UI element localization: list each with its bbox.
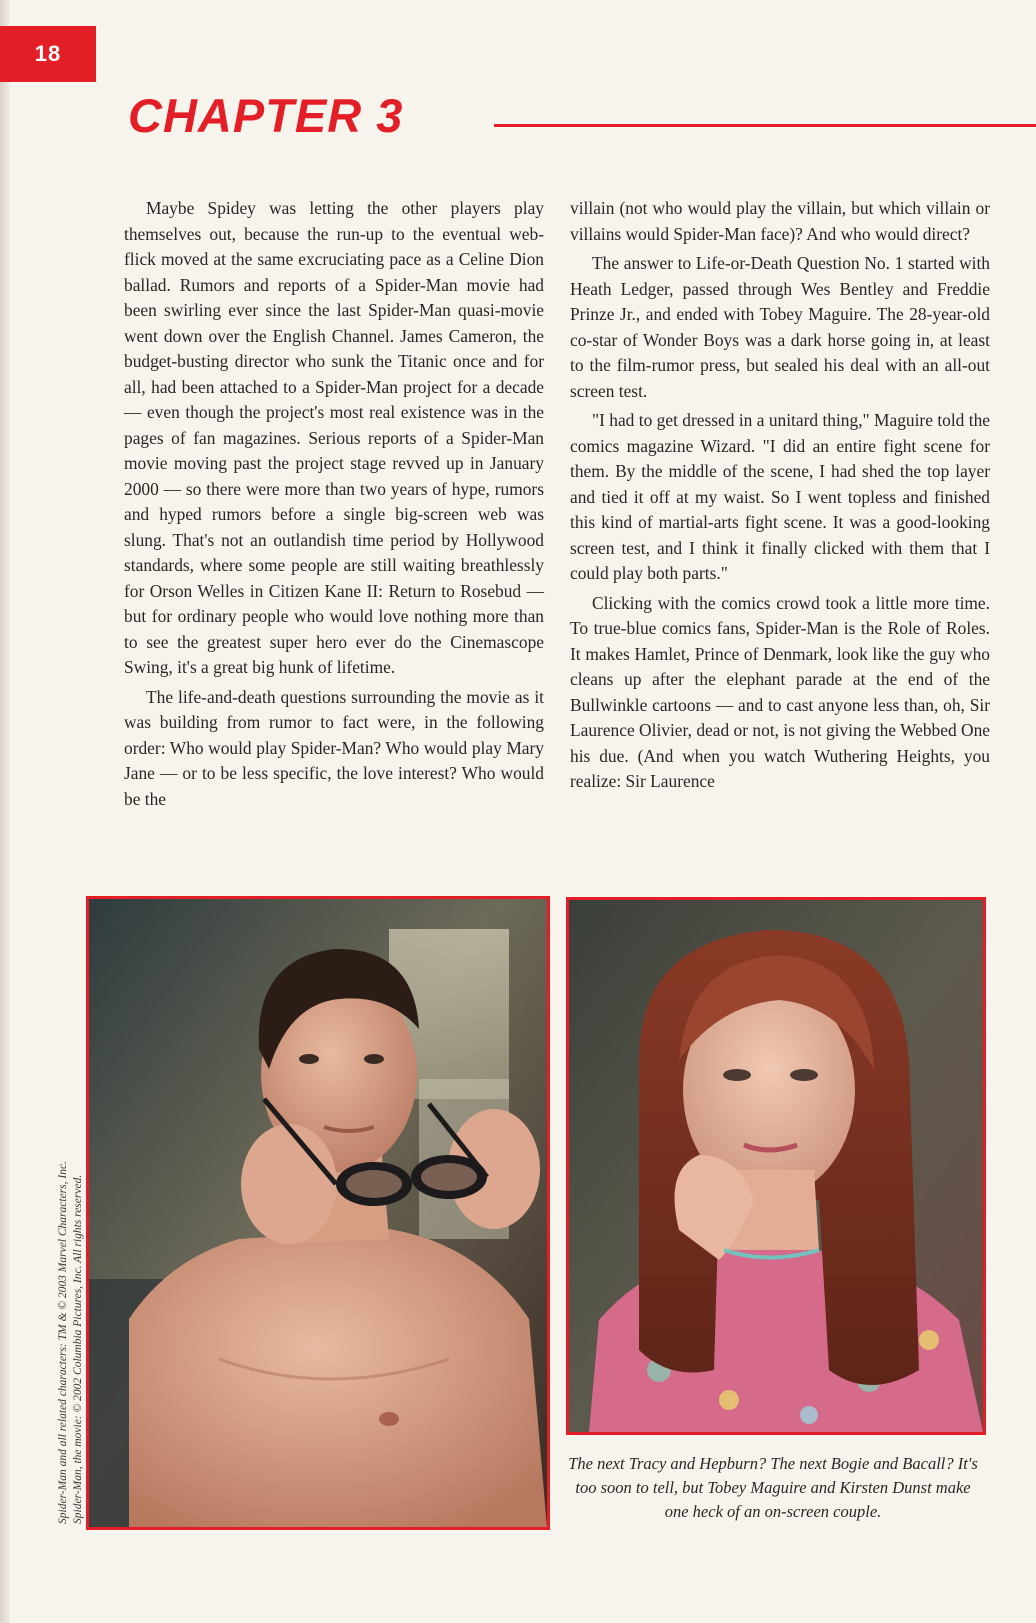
body-column-left <box>124 196 544 812</box>
photo-kirsten-dunst <box>566 897 986 1435</box>
credit-line: Spider-Man and all related characters: TM & © 2003 Marvel Characters, Inc. <box>57 1161 69 1524</box>
page-number-badge <box>0 26 96 82</box>
body-column-right <box>570 196 990 795</box>
copyright-credit <box>56 1064 86 1524</box>
photo-caption: The next Tracy and Hepburn? The next Bogie and Bacall? It's too soon to tell, but Tobey Maguire and Kirsten Dunst make one heck of an on-screen couple. <box>568 1454 978 1521</box>
chapter-title: CHAPTER 3 <box>128 89 404 142</box>
paragraph: Maybe Spidey was letting the other players play themselves out, because the run-up to the eventual web-flick moved at the same excruciating pace as a Celine Dion ballad. Rumors and reports of a Spider-Man movie had been swirling ever since the last Spider-Man quasi-movie went down over the English Channel. James Cameron, the budget-busting director who sunk the Titanic once and for all, had been attached to a Spider-Man project for a decade — even though the project's most real existence was in the pages of fan magazines. Serious reports of a Spider-Man movie moving past the project stage revved up in January 2000 — so there were more than two years of hype, rumors and hyped rumors before a single big-screen web was slung. That's not an outlandish time period by Hollywood standards, where some people are still waiting breathlessly for Orson Welles in Citizen Kane II: Return to Rosebud — but for ordinary people who would love nothing more than to see the greatest super hero ever do the Cinemascope Swing, it's a great big hunk of lifetime. <box>124 198 544 677</box>
paragraph: The life-and-death questions surrounding the movie as it was building from rumor to fact were, in the following order: Who would play Spider-Man? Who would play Mary Jane — or to be less specific, the love interest? Who would be the <box>124 686 544 809</box>
paragraph: villain (not who would play the villain, but which villain or villains would Spider-Man face)? And who would direct? <box>570 198 990 244</box>
paragraph: The answer to Life-or-Death Question No. 1 started with Heath Ledger, passed through Wes Bentley and Freddie Prinze Jr., and ended with Tobey Maguire. The 28-year-old co-star of Wonder Boys was a dark horse going in, at least to the film-rumor press, but sealed his deal with an all-out screen test. <box>570 253 990 401</box>
photo-tobey-maguire <box>86 896 550 1530</box>
page-binding-edge <box>0 0 10 1623</box>
page-number: 18 <box>34 41 62 66</box>
credit-line: Spider-Man, the movie: © 2002 Columbia Pictures, Inc. All rights reserved. <box>72 1174 84 1524</box>
paragraph: Clicking with the comics crowd took a little more time. To true-blue comics fans, Spider-Man is the Role of Roles. It makes Hamlet, Prince of Denmark, look like the guy who cleans up after the elephant parade at the end of the Bullwinkle cartoons — and to cast anyone less than, oh, Sir Laurence Olivier, dead or not, is not giving the Webbed One his due. (And when you watch Wuthering Heights, you realize: Sir Laurence <box>570 592 990 791</box>
paragraph: "I had to get dressed in a unitard thing," Maguire told the comics magazine Wizard. "I did an entire fight scene for them. By the middle of the scene, I had shed the top layer and tied it off at my waist. So I went topless and finished this kind of martial-arts fight scene. It was a good-looking screen test, and I think it finally clicked with them that I could play both parts." <box>570 410 990 583</box>
chapter-title-rule <box>494 124 1036 127</box>
